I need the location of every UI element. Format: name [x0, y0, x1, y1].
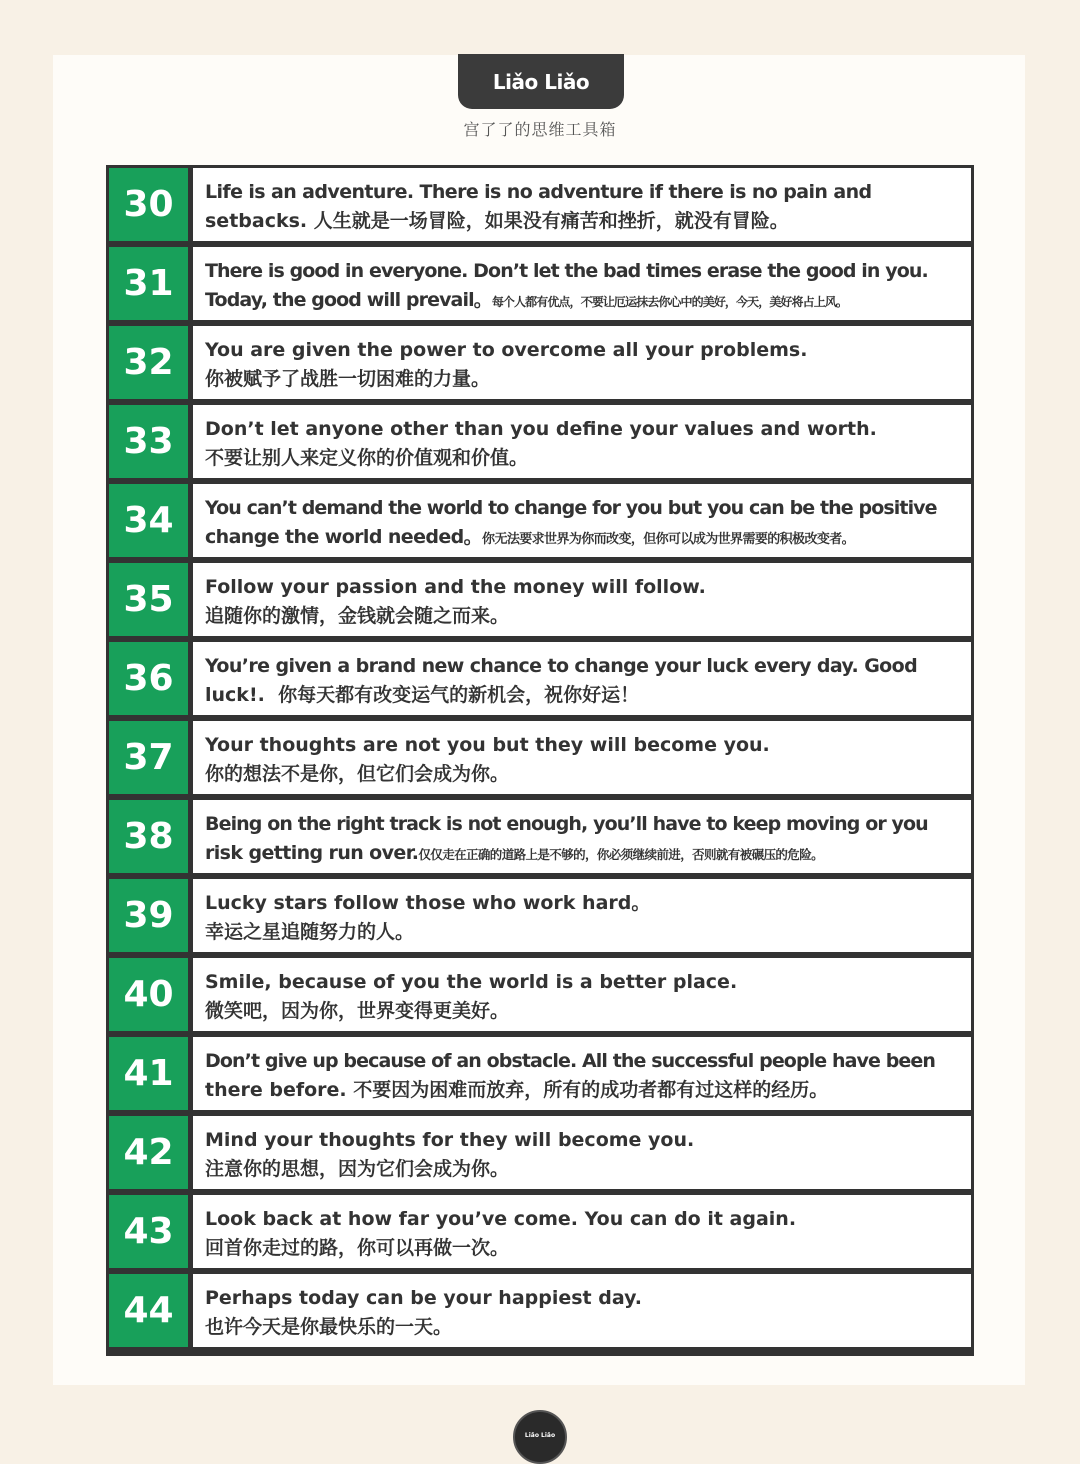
quote-row — [109, 958, 971, 1031]
quote-row — [109, 1195, 971, 1268]
quote-number: 33 — [109, 405, 188, 478]
quote-row — [109, 1037, 971, 1110]
quote-text — [193, 168, 971, 241]
quote-row — [109, 484, 971, 557]
quote-line-en: You are given the power to overcome all your problems. — [205, 339, 808, 361]
quote-number: 43 — [109, 1195, 188, 1268]
footer-badge-text: Liǎo Liǎo — [524, 1432, 556, 1439]
quote-number: 36 — [109, 642, 188, 715]
brand-logo-text: Liǎo Liǎo — [492, 69, 590, 94]
quote-line2-en: there before. — [205, 1079, 354, 1101]
quote-translation: 注意你的思想，因为它们会成为你。 — [205, 1158, 510, 1180]
quote-number: 35 — [109, 563, 188, 636]
quote-text — [193, 405, 971, 478]
quote-line2-en: risk getting run over. — [205, 842, 419, 864]
quote-line-en: Your thoughts are not you but they will become you. — [205, 734, 770, 756]
quote-line-en: Don’t let anyone other than you define your values and worth. — [205, 418, 877, 440]
quote-number: 39 — [109, 879, 188, 952]
quote-text — [193, 1116, 971, 1189]
quote-number: 38 — [109, 800, 188, 873]
quote-row — [109, 642, 971, 715]
quote-row — [109, 247, 971, 320]
quote-line-en: Life is an adventure. There is no adventure if there is no pain and — [205, 181, 872, 203]
quote-row — [109, 1116, 971, 1189]
footer-badge — [513, 1410, 567, 1464]
quote-number: 32 — [109, 326, 188, 399]
quote-row — [109, 721, 971, 794]
quote-text — [193, 642, 971, 715]
quote-number: 44 — [109, 1274, 188, 1347]
quote-translation: 微笑吧，因为你，世界变得更美好。 — [205, 1000, 510, 1022]
quote-translation: 你无法要求世界为你而改变，但你可以成为世界需要的积极改变者。 — [482, 532, 855, 547]
quote-text — [193, 1037, 971, 1110]
page-subtitle: 宫了了的思维工具箱 — [463, 120, 617, 139]
quote-translation: 你被赋予了战胜一切困难的力量。 — [205, 368, 491, 390]
quote-translation: 每个人都有优点，不要让厄运抹去你心中的美好，今天，美好将占上风。 — [491, 295, 848, 309]
quote-text — [193, 958, 971, 1031]
quote-number: 41 — [109, 1037, 188, 1110]
quote-row — [109, 563, 971, 636]
quote-text — [193, 484, 971, 557]
quote-row — [109, 800, 971, 873]
quote-line-en: There is good in everyone. Don’t let the bad times erase the good in you. — [205, 260, 928, 282]
quote-line2-en: setbacks. — [205, 210, 314, 232]
quote-line-en: Mind your thoughts for they will become you. — [205, 1129, 695, 1151]
quote-text — [193, 800, 971, 873]
quote-row — [109, 1274, 971, 1347]
quote-line-en: Don’t give up because of an obstacle. All the successful people have been — [205, 1050, 935, 1072]
quote-translation: 追随你的激情，金钱就会随之而来。 — [205, 605, 510, 627]
quote-text — [193, 563, 971, 636]
quote-line-en: Smile, because of you the world is a better place. — [205, 971, 738, 993]
quote-text — [193, 1274, 971, 1347]
quote-line-en: Follow your passion and the money will follow. — [205, 576, 706, 598]
quote-line2-en: Today, the good will prevail。 — [205, 289, 492, 311]
quote-translation: 你每天都有改变运气的新机会，祝你好运！ — [278, 684, 640, 706]
quote-line-en: Look back at how far you’ve come. You can do it again. — [205, 1208, 797, 1230]
quote-line2-en: luck!. — [205, 684, 279, 706]
quote-number: 37 — [109, 721, 188, 794]
quote-translation: 幸运之星追随努力的人。 — [205, 921, 415, 943]
quote-number: 42 — [109, 1116, 188, 1189]
quote-text — [193, 721, 971, 794]
quote-number: 30 — [109, 168, 188, 241]
quote-translation: 不要因为困难而放弃，所有的成功者都有过这样的经历。 — [353, 1079, 829, 1101]
quote-row — [109, 326, 971, 399]
quote-text — [193, 326, 971, 399]
quote-number: 31 — [109, 247, 188, 320]
brand-logo — [458, 54, 624, 109]
quote-line2-en: change the world needed。 — [205, 526, 483, 548]
quote-number: 34 — [109, 484, 188, 557]
quote-table — [106, 165, 974, 1356]
quote-line-en: Perhaps today can be your happiest day. — [205, 1287, 642, 1309]
quote-text — [193, 1195, 971, 1268]
quote-text — [193, 247, 971, 320]
quote-translation: 人生就是一场冒险，如果没有痛苦和挫折，就没有冒险。 — [313, 210, 789, 232]
quote-number: 40 — [109, 958, 188, 1031]
quote-translation: 不要让别人来定义你的价值观和价值。 — [205, 447, 529, 469]
quote-translation: 你的想法不是你，但它们会成为你。 — [205, 763, 510, 785]
quote-row — [109, 168, 971, 241]
quote-translation: 回首你走过的路，你可以再做一次。 — [205, 1237, 510, 1259]
quote-line-en: You can’t demand the world to change for you but you can be the positive — [205, 497, 937, 519]
quote-line-en: You’re given a brand new chance to change your luck every day. Good — [205, 655, 918, 677]
quote-row — [109, 879, 971, 952]
quote-line-en: Lucky stars follow those who work hard。 — [205, 892, 651, 914]
quote-translation: 仅仅走在正确的道路上是不够的，你必须继续前进，否则就有被碾压的危险。 — [418, 847, 823, 862]
quote-line-en: Being on the right track is not enough, you’ll have to keep moving or you — [205, 813, 928, 835]
quote-text — [193, 879, 971, 952]
quote-translation: 也许今天是你最快乐的一天。 — [205, 1316, 453, 1338]
quote-row — [109, 405, 971, 478]
